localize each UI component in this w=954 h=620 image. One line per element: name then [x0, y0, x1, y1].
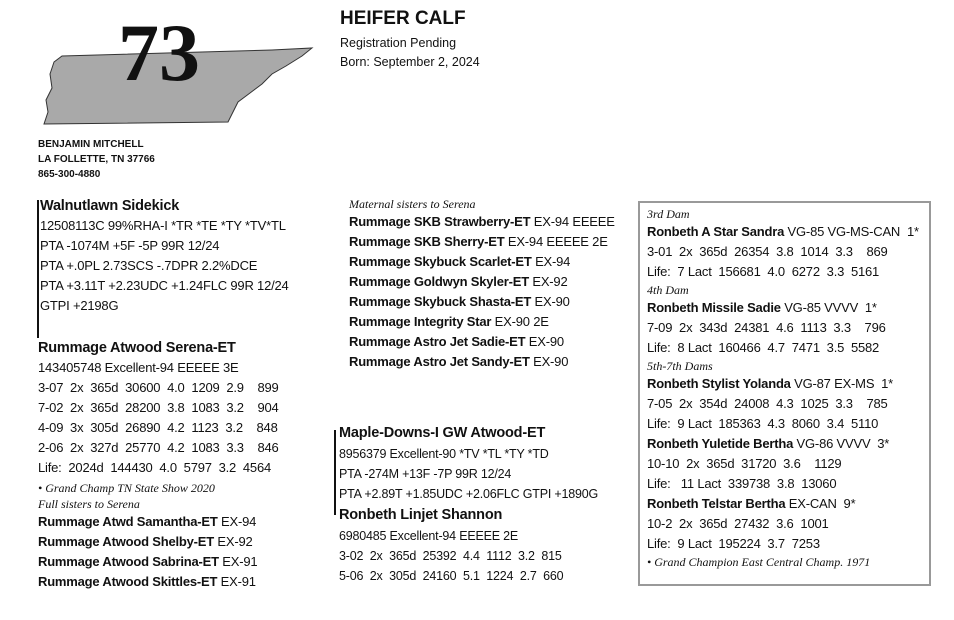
- granddam-name: Ronbeth Linjet Shannon: [339, 507, 503, 523]
- seventh-dam-record: 10-2 2x 365d 27432 3.6 1001: [647, 516, 829, 531]
- owner-block: [38, 137, 155, 182]
- third-dam-record: 3-01 2x 365d 26354 3.8 1014 3.3 869: [647, 244, 888, 259]
- sixth-dam-name: Ronbeth Yuletide Bertha VG-86 VVVV 3*: [647, 436, 890, 451]
- full-sister: Rummage Atwood Shelby-ET EX-92: [38, 534, 253, 549]
- dam-record: 2-06 2x 327d 25770 4.2 1083 3.3 846: [38, 440, 279, 455]
- dam-block: [38, 338, 279, 592]
- animal-title: HEIFER CALF: [340, 8, 466, 29]
- maternal-sisters-block: [349, 196, 615, 372]
- maternal-sister: Rummage SKB Strawberry-ET EX-94 EEEEE: [349, 214, 615, 229]
- sire-bracket: [37, 200, 39, 338]
- fifth-dam-record: 7-05 2x 354d 24008 4.3 1025 3.3 785: [647, 396, 888, 411]
- fifth-dam-lifetime: Life: 9 Lact 185363 4.3 8060 3.4 5110: [647, 416, 879, 431]
- dam-award-note: • Grand Champ TN State Show 2020: [38, 481, 215, 495]
- grandsire-line: PTA +2.89T +1.85UDC +2.06FLC GTPI +1890G: [339, 487, 599, 501]
- sixth-dam-lifetime: Life: 11 Lact 339738 3.8 13060: [647, 476, 837, 491]
- maternal-sister: Rummage Goldwyn Skyler-ET EX-92: [349, 274, 568, 289]
- full-sisters-label: Full sisters to Serena: [38, 497, 140, 511]
- grandsire-bracket: [334, 430, 336, 515]
- sixth-dam-record: 10-10 2x 365d 31720 3.6 1129: [647, 456, 842, 471]
- owner-name: BENJAMIN MITCHELL: [38, 139, 144, 150]
- full-sister: Rummage Atwood Skittles-ET EX-91: [38, 574, 256, 589]
- lot-number: 73: [118, 7, 200, 98]
- seventh-dam-award-note: • Grand Champion East Central Champ. 1971: [647, 555, 871, 569]
- maternal-sisters-label: Maternal sisters to Serena: [349, 197, 476, 211]
- fifth-seventh-dams-label: 5th-7th Dams: [647, 359, 713, 373]
- maternal-sister: Rummage Skybuck Shasta-ET EX-90: [349, 294, 570, 309]
- granddam-record: 5-06 2x 305d 24160 5.1 1224 2.7 660: [339, 569, 564, 583]
- fourth-dam-name: Ronbeth Missile Sadie VG-85 VVVV 1*: [647, 300, 877, 315]
- owner-phone: 865-300-4880: [38, 169, 101, 180]
- fourth-dam-lifetime: Life: 8 Lact 160466 4.7 7471 3.5 5582: [647, 340, 880, 355]
- maternal-sister: Rummage Astro Jet Sandy-ET EX-90: [349, 354, 569, 369]
- sire-line: PTA +3.11T +2.23UDC +1.24FLC 99R 12/24: [40, 278, 289, 293]
- dam-record: 7-02 2x 365d 28200 3.8 1083 3.2 904: [38, 400, 279, 415]
- registration-status: Registration Pending: [340, 36, 457, 50]
- owner-city: LA FOLLETTE, TN 37766: [38, 154, 155, 165]
- maternal-sister: Rummage Astro Jet Sadie-ET EX-90: [349, 334, 564, 349]
- birth-date: Born: September 2, 2024: [340, 55, 480, 69]
- dam-name: Rummage Atwood Serena-ET: [38, 340, 236, 356]
- granddam-line: 6980485 Excellent-94 EEEEE 2E: [339, 529, 519, 543]
- sire-line: PTA -1074M +5F -5P 99R 12/24: [40, 238, 220, 253]
- granddam-record: 3-02 2x 365d 25392 4.4 1112 3.2 815: [339, 549, 562, 563]
- fourth-dam-label: 4th Dam: [647, 283, 689, 297]
- seventh-dam-name: Ronbeth Telstar Bertha EX-CAN 9*: [647, 496, 856, 511]
- maternal-sister: Rummage SKB Sherry-ET EX-94 EEEEE 2E: [349, 234, 608, 249]
- full-sister: Rummage Atwd Samantha-ET EX-94: [38, 514, 257, 529]
- seventh-dam-lifetime: Life: 9 Lact 195224 3.7 7253: [647, 536, 820, 551]
- third-dam-lifetime: Life: 7 Lact 156681 4.0 6272 3.3 5161: [647, 264, 880, 279]
- dam-lifetime: Life: 2024d 144430 4.0 5797 3.2 4564: [38, 460, 272, 475]
- maternal-sister: Rummage Skybuck Scarlet-ET EX-94: [349, 254, 571, 269]
- sire-name: Walnutlawn Sidekick: [40, 198, 180, 214]
- sire-block: [40, 196, 289, 316]
- third-dam-label: 3rd Dam: [647, 207, 690, 221]
- dam-record: 4-09 3x 305d 26890 4.2 1123 3.2 848: [38, 420, 278, 435]
- full-sister: Rummage Atwood Sabrina-ET EX-91: [38, 554, 258, 569]
- maternal-grandsire-block: [339, 423, 598, 504]
- sire-line: GTPI +2198G: [40, 298, 119, 313]
- sire-line: 12508113C 99%RHA-I *TR *TE *TY *TV*TL: [40, 218, 286, 233]
- dam-line: 143405748 Excellent-94 EEEEE 3E: [38, 360, 239, 375]
- maternal-sister: Rummage Integrity Star EX-90 2E: [349, 314, 549, 329]
- grandsire-name: Maple-Downs-I GW Atwood-ET: [339, 425, 546, 441]
- fourth-dam-record: 7-09 2x 343d 24381 4.6 1113 3.3 796: [647, 320, 886, 335]
- sire-line: PTA +.0PL 2.73SCS -.7DPR 2.2%DCE: [40, 258, 258, 273]
- third-dam-name: Ronbeth A Star Sandra VG-85 VG-MS-CAN 1*: [647, 224, 919, 239]
- dam-record: 3-07 2x 365d 30600 4.0 1209 2.9 899: [38, 380, 279, 395]
- fifth-dam-name: Ronbeth Stylist Yolanda VG-87 EX-MS 1*: [647, 376, 893, 391]
- ancestor-dams-box: [638, 201, 931, 586]
- grandsire-line: PTA -274M +13F -7P 99R 12/24: [339, 467, 512, 481]
- grandsire-line: 8956379 Excellent-90 *TV *TL *TY *TD: [339, 447, 549, 461]
- granddam-block: [339, 505, 563, 586]
